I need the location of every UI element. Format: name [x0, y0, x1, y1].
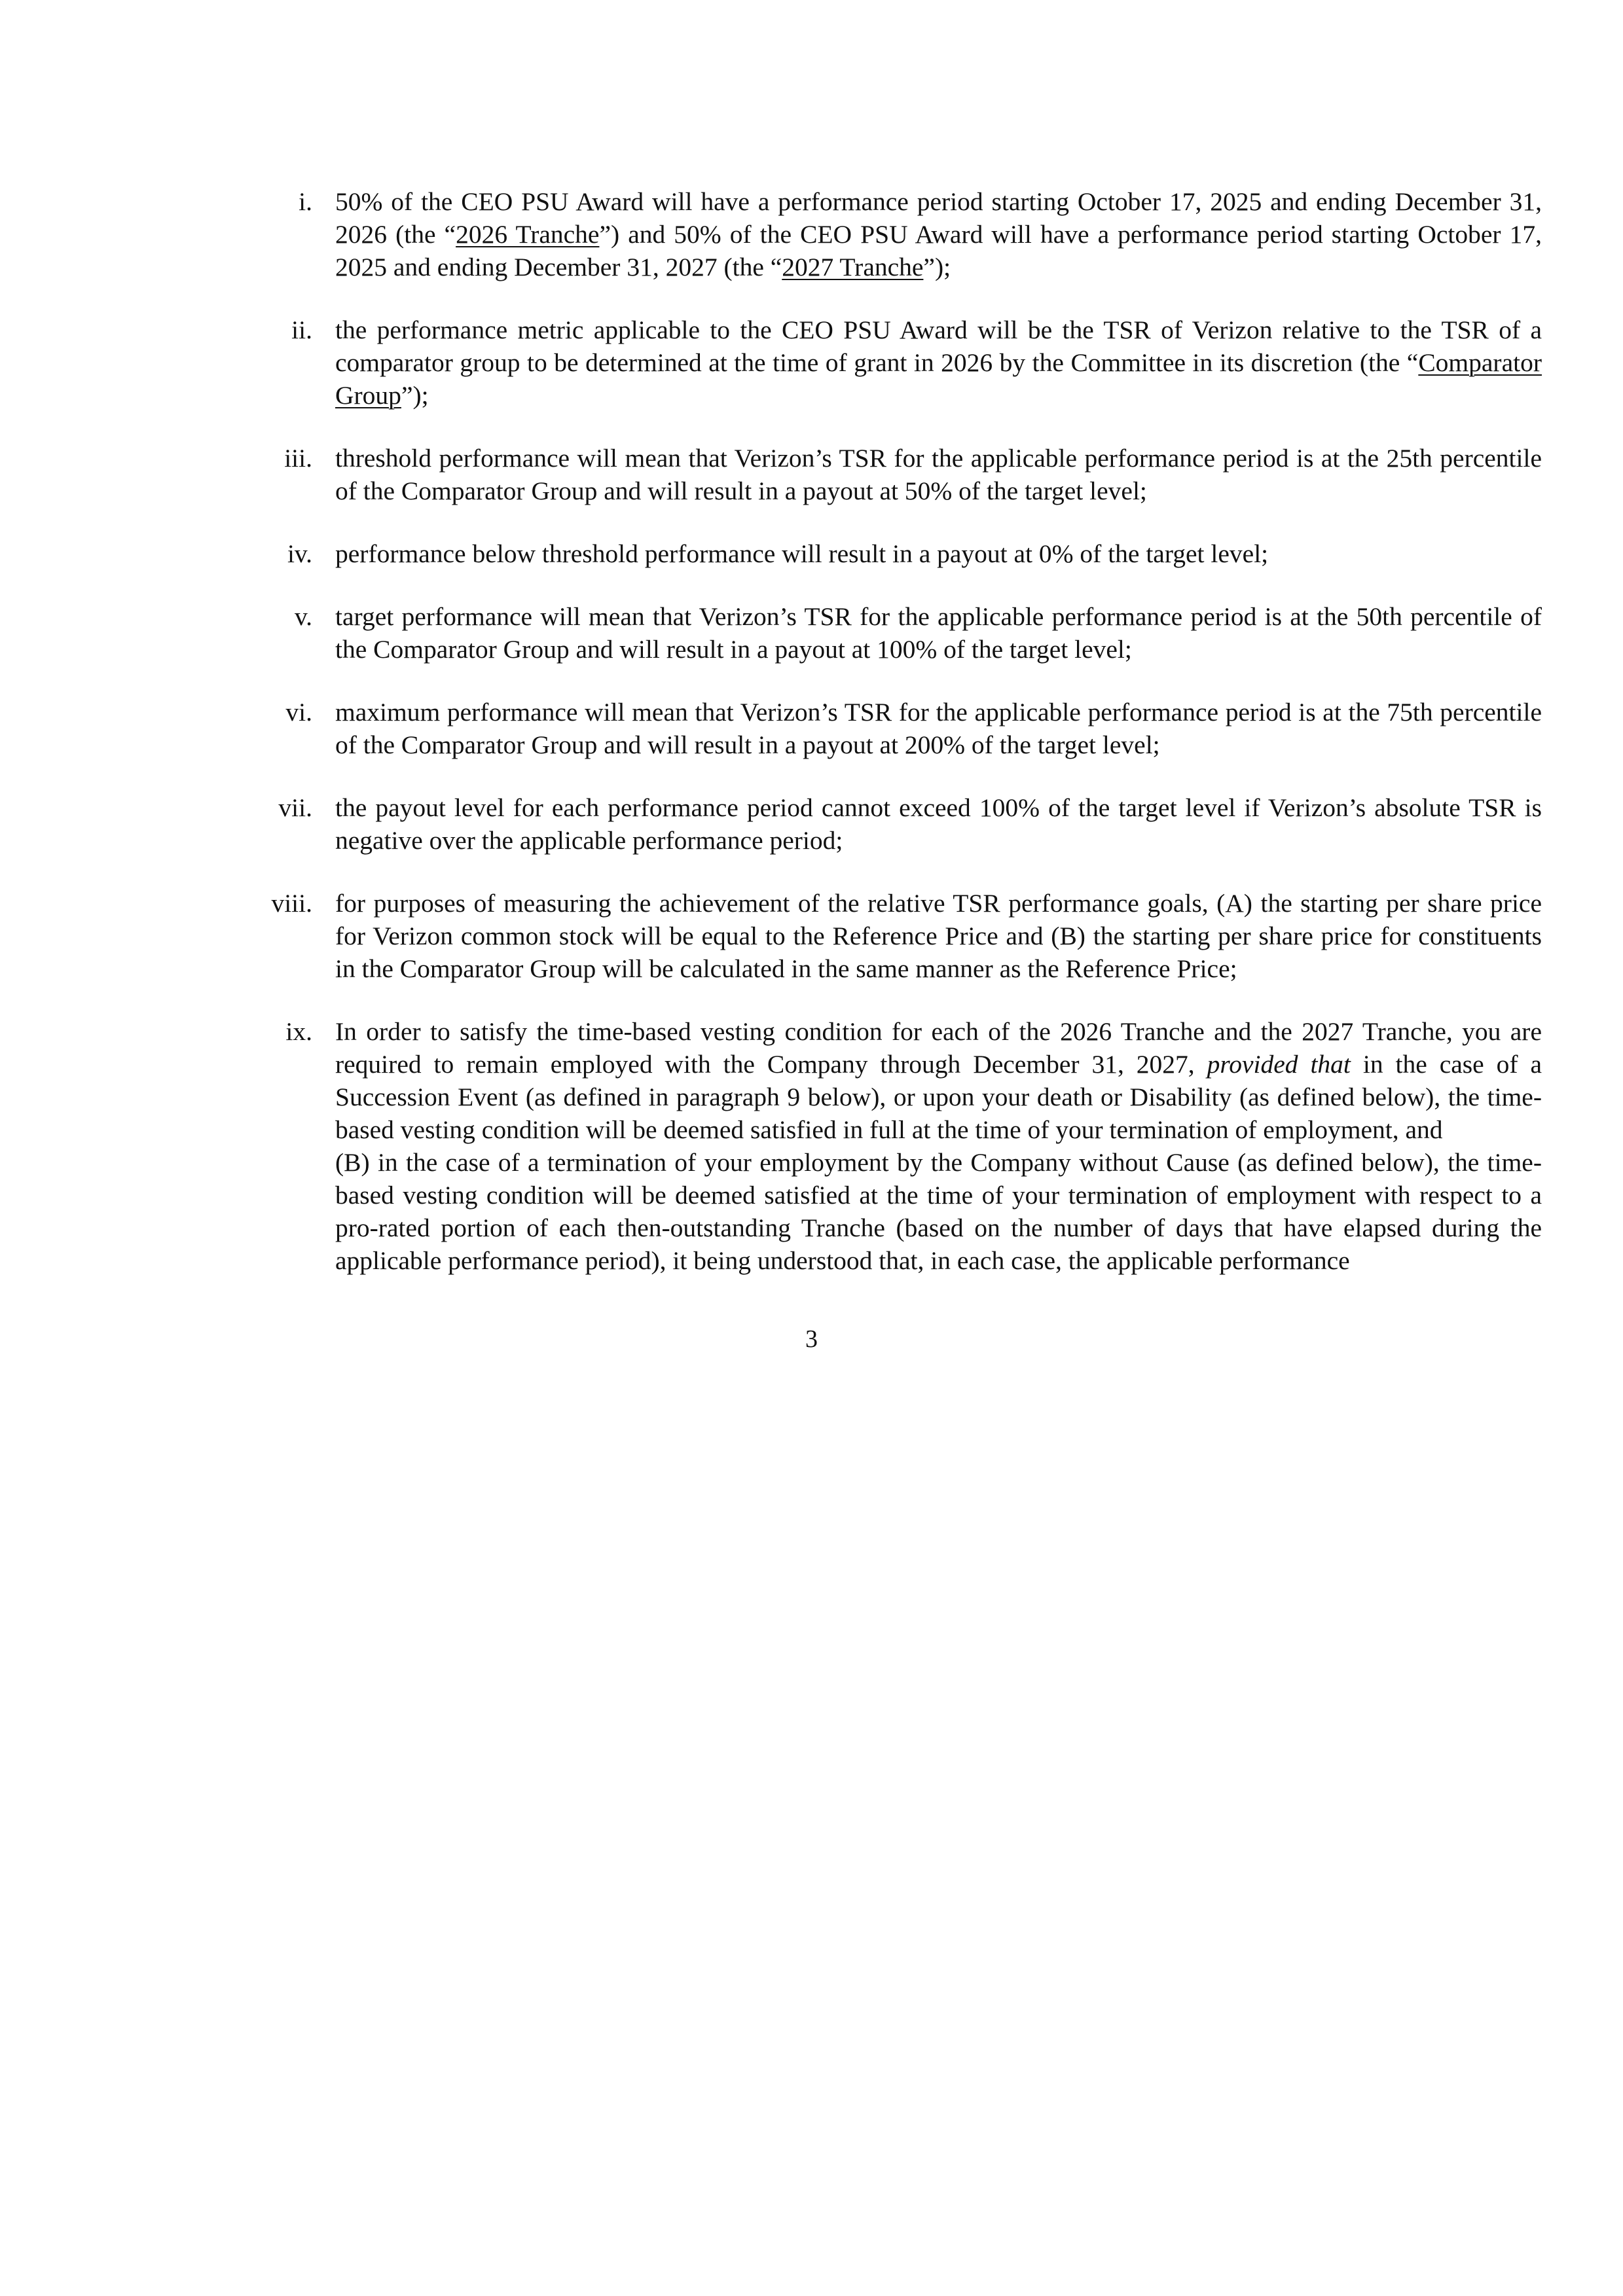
- list-item-number: vii.: [278, 793, 312, 822]
- list-item-text: [335, 314, 1542, 412]
- paragraph: [335, 696, 1542, 761]
- list-item: [259, 887, 1542, 985]
- list-item: [259, 185, 1542, 283]
- paragraph: [335, 537, 1542, 570]
- defined-term: Comparator Group: [335, 348, 1542, 410]
- text-segment: the performance metric applicable to the CEO PSU Award will be the TSR of Verizon relative to the TSR of a comparator group to be determined at the time of grant in 2026 by the Committee in its discretion (the “: [335, 315, 1542, 377]
- list-item: [259, 600, 1542, 666]
- paragraph: [335, 600, 1542, 666]
- emphasized-text: provided that: [1207, 1050, 1351, 1079]
- text-segment: threshold performance will mean that Verizon’s TSR for the applicable performance period is at the 25th percentile of the Comparator Group and will result in a payout at 50% of the target level;: [335, 444, 1542, 505]
- text-segment: (B) in the case of a termination of your employment by the Company without Cause (as defined below), the time-based vesting condition will be deemed satisfied at the time of your termination of employment with respect to a pro-rated portion of each then-outstanding Tranche (based on the number of days that have elapsed during the applicable performance period), it being understood that, in each case, the applicable performance: [335, 1148, 1542, 1275]
- list-item-number: viii.: [271, 889, 312, 918]
- list-item-number: i.: [299, 187, 312, 216]
- list-item-text: [335, 600, 1542, 666]
- text-segment: performance below threshold performance will result in a payout at 0% of the target level;: [335, 539, 1269, 568]
- paragraph: [335, 1015, 1542, 1146]
- list-item-text: [335, 887, 1542, 985]
- list-item-number: iv.: [287, 539, 312, 568]
- text-segment: target performance will mean that Verizon’s TSR for the applicable performance period is at the 50th percentile of the Comparator Group and will result in a payout at 100% of the target level;: [335, 602, 1542, 664]
- list-item-text: [335, 791, 1542, 857]
- page-number: 3: [805, 1325, 818, 1353]
- list-item-text: [335, 537, 1542, 570]
- text-segment: in the case of a Succession Event (as defined in paragraph 9 below), or upon your death or Disability (as defined below), the time-based vesting condition will be deemed satisfied in full at the time of your termination of employment, and: [335, 1050, 1542, 1144]
- paragraph: [335, 887, 1542, 985]
- list-item: [259, 696, 1542, 761]
- list-item-text: [335, 185, 1542, 283]
- list-item-text: [335, 442, 1542, 507]
- list-item: [259, 442, 1542, 507]
- list-item: [259, 537, 1542, 570]
- paragraph: [335, 185, 1542, 283]
- list-item: [259, 1015, 1542, 1277]
- text-segment: maximum performance will mean that Verizon’s TSR for the applicable performance period is at the 75th percentile of the Comparator Group and will result in a payout at 200% of the target level;: [335, 698, 1542, 759]
- list-item: [259, 791, 1542, 857]
- list-item-number: v.: [294, 602, 312, 631]
- text-segment: the payout level for each performance period cannot exceed 100% of the target level if Verizon’s absolute TSR is negative over the applicable performance period;: [335, 793, 1542, 855]
- paragraph: [335, 442, 1542, 507]
- numbered-list: [259, 185, 1542, 1307]
- list-item-number: ii.: [291, 315, 312, 344]
- text-segment: In order to satisfy the time-based vesting condition for each of the 2026 Tranche and the 2027 Tranche, you are required to remain employed with the Company through December 31, 2027,: [335, 1017, 1542, 1079]
- list-item-text: [335, 1015, 1542, 1277]
- text-segment: ”);: [401, 381, 429, 410]
- list-item: [259, 314, 1542, 412]
- paragraph: [335, 1146, 1542, 1277]
- paragraph: [335, 314, 1542, 412]
- defined-term: 2027 Tranche: [782, 253, 924, 281]
- text-segment: for purposes of measuring the achievement of the relative TSR performance goals, (A) the starting per share price for Verizon common stock will be equal to the Reference Price and (B) the starting per share price for constituents in the Comparator Group will be calculated in the same manner as the Reference Price;: [335, 889, 1542, 983]
- defined-term: 2026 Tranche: [456, 220, 600, 249]
- list-item-number: vi.: [285, 698, 312, 726]
- text-segment: ”);: [923, 253, 951, 281]
- text-segment: 50% of the CEO PSU Award will have a performance period starting October 17, 2025 and ending December 31, 2026 (the “: [335, 187, 1542, 249]
- list-item-number: ix.: [285, 1017, 312, 1046]
- paragraph: [335, 791, 1542, 857]
- list-item-text: [335, 696, 1542, 761]
- text-segment: ”) and 50% of the CEO PSU Award will have a performance period starting October 17, 2025 and ending December 31, 2027 (the “: [335, 220, 1542, 281]
- list-item-number: iii.: [284, 444, 312, 473]
